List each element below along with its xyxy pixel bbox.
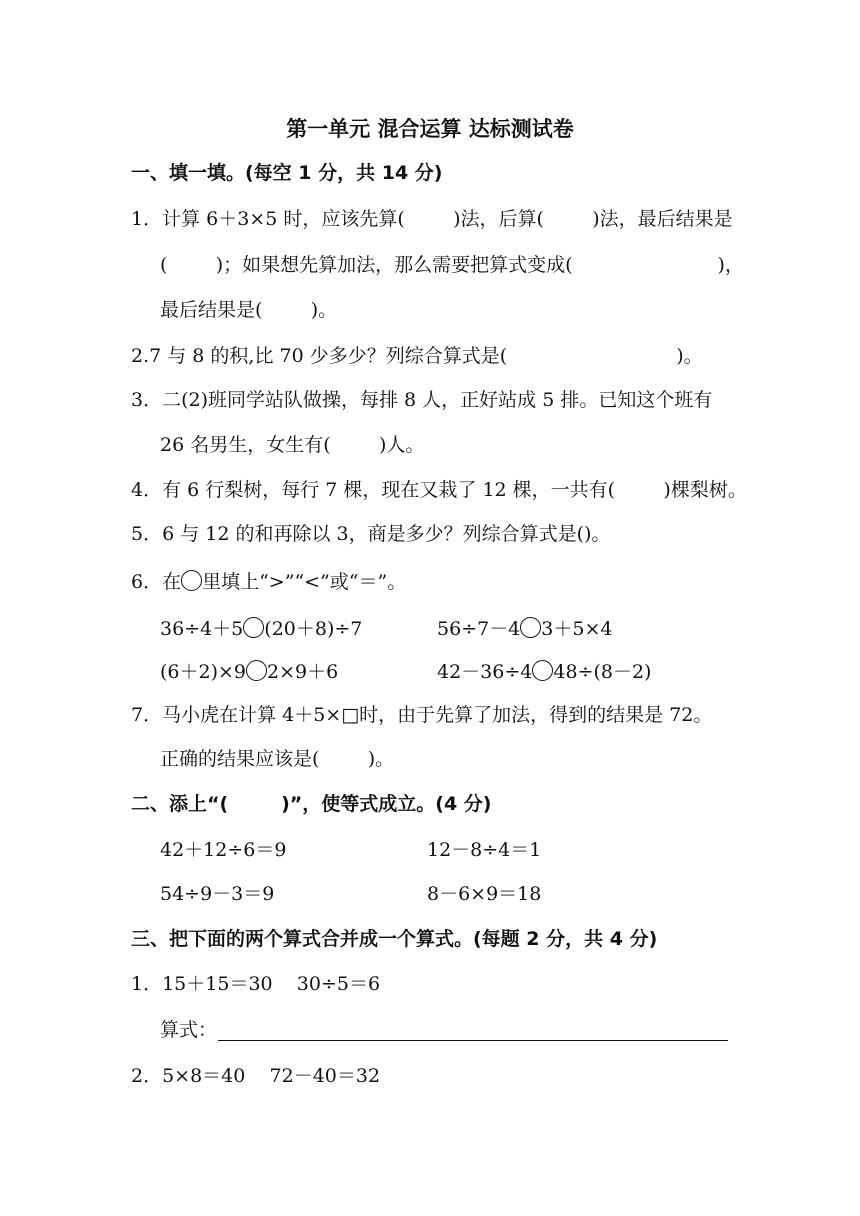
compare-right: (20＋8)÷7 [264,618,363,640]
compare-right: 2×9＋6 [267,661,339,683]
question-5: 5．6 与 12 的和再除以 3，商是多少？列综合算式是()。 [131,523,611,545]
q6-prefix: 6．在 [131,571,182,593]
problem-1: 1．15＋15＝30 30÷5＝6 [131,973,381,995]
question-7-line-2: 正确的结果应该是( )。 [160,748,395,770]
compare-left: (6＋2)×9 [160,661,247,683]
section-2-heading: 二、添上“( )”，使等式成立。(4 分) [131,793,492,815]
equation-1: 42＋12÷6＝9 [160,839,287,861]
compare-item-4 [437,660,651,684]
question-3-line-1: 3．二(2)班同学站队做操，每排 8 人，正好站成 5 排。已知这个班有 [131,389,713,411]
formula-label: 算式： [160,1019,218,1041]
compare-left: 42－36÷4 [437,661,533,683]
section-3-heading: 三、把下面的两个算式合并成一个算式。(每题 2 分，共 4 分) [131,928,658,950]
compare-left: 36÷4＋5 [160,618,244,640]
compare-circle[interactable] [246,660,267,681]
question-3-line-2: 26 名男生，女生有( )人。 [160,434,425,456]
section-1-heading: 一、填一填。(每空 1 分，共 14 分) [131,162,443,184]
question-1-line-1: 1．计算 6＋3×5 时，应该先算( )法，后算( )法，最后结果是 [131,208,733,230]
page-title: 第一单元 混合运算 达标测试卷 [286,117,574,141]
blank-circle [181,570,202,591]
compare-right: 48÷(8－2) [553,661,652,683]
compare-item-2 [437,617,612,641]
question-1-line-3: 最后结果是( )。 [160,299,338,321]
question-7-line-1: 7．马小虎在计算 4＋5×□时，由于先算了加法，得到的结果是 72。 [131,704,713,726]
q6-suffix: 里填上“>”“<”或“＝”。 [202,571,407,593]
question-4: 4．有 6 行梨树，每行 7 棵，现在又栽了 12 棵，一共有( )棵梨树。 [131,479,747,501]
equation-4: 8－6×9＝18 [427,883,542,905]
compare-circle[interactable] [243,617,264,638]
compare-right: 3＋5×4 [541,618,613,640]
compare-item-1 [160,617,362,641]
compare-circle[interactable] [532,660,553,681]
equation-2: 12－8÷4＝1 [427,839,542,861]
problem-2: 2．5×8＝40 72－40＝32 [131,1065,381,1087]
answer-line[interactable] [218,1040,728,1041]
question-1-line-2: ( )；如果想先算加法，那么需要把算式变成( )， [160,254,744,276]
equation-3: 54÷9－3＝9 [160,883,275,905]
compare-circle[interactable] [520,617,541,638]
question-6-instruction [131,570,406,594]
question-2: 2.7 与 8 的积,比 70 少多少？列综合算式是( )。 [131,345,703,367]
compare-item-3 [160,660,338,684]
compare-left: 56÷7－4 [437,618,521,640]
